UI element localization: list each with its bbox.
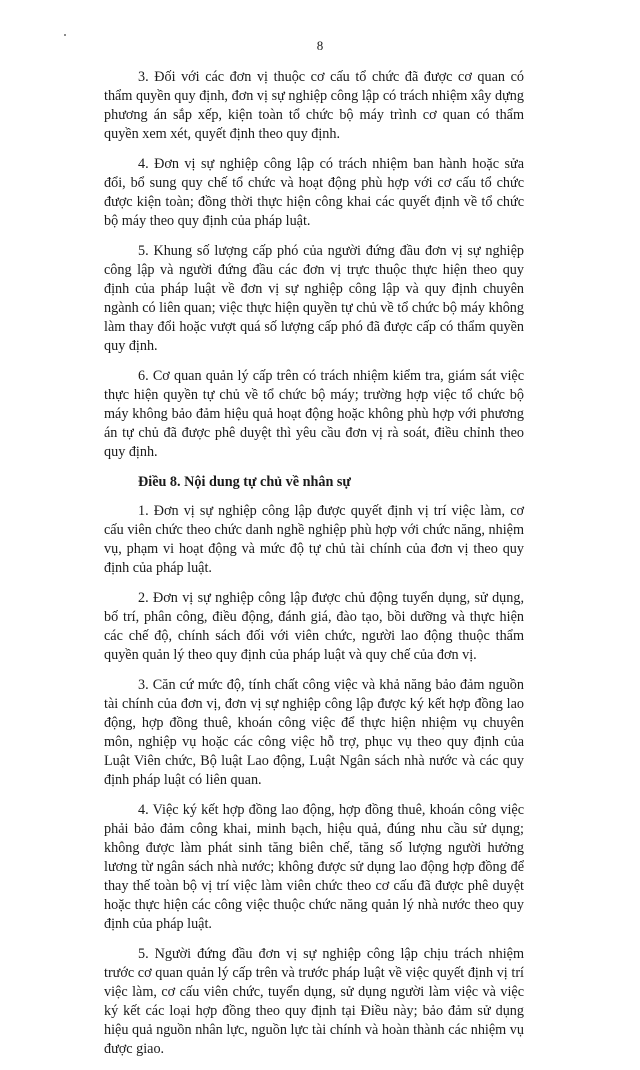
paragraph-article8-clause-2: 2. Đơn vị sự nghiệp công lập được chủ động tuyển dụng, sử dụng, bố trí, phân công, điều động, đánh giá, đào tạo, bồi dưỡng và thực hiện các chế độ, chính sách đối với viên chức, người lao động thuộc thẩm quyền quản lý theo quy định của pháp luật và quy chế của đơn vị. xyxy=(104,590,524,663)
paragraph-article8-clause-4: 4. Việc ký kết hợp đồng lao động, hợp đồng thuê, khoán công việc phải bảo đảm công khai, minh bạch, hiệu quả, đúng nhu cầu sử dụng; không được làm phát sinh tăng biên chế, tăng số lượng người hưởng lương từ ngân sách nhà nước; không được sử dụng lao động hợp đồng để thay thế toàn bộ vị trí việc làm viên chức theo cơ cấu đã được phê duyệt hoặc thực hiện các công việc thuộc chức năng quản lý nhà nước theo quy định của pháp luật. xyxy=(104,802,524,932)
page-number: 8 xyxy=(316,38,324,53)
paragraph-article8-clause-3: 3. Căn cứ mức độ, tính chất công việc và khả năng bảo đảm nguồn tài chính của đơn vị, đơn vị sự nghiệp công lập được ký kết hợp đồng lao động, hợp đồng thuê, khoán công việc để thực hiện nhiệm vụ chuyên môn, nghiệp vụ hoặc các công việc hỗ trợ, phục vụ theo quy định của Luật Viên chức, Bộ luật Lao động, Luật Ngân sách nhà nước và các quy định pháp luật có liên quan. xyxy=(104,677,524,788)
paragraph-article8-clause-5: 5. Người đứng đầu đơn vị sự nghiệp công lập chịu trách nhiệm trước cơ quan quản lý cấp trên và trước pháp luật về việc quyết định vị trí việc làm, cơ cấu viên chức, tuyển dụng, sử dụng người làm việc và việc ký kết các loại hợp đồng theo quy định tại Điều này; bảo đảm sử dụng hiệu quả nguồn nhân lực, nguồn lực tài chính và hoàn thành các nhiệm vụ được giao. xyxy=(104,946,524,1057)
document-body xyxy=(104,68,524,1070)
paragraph-clause-6: 6. Cơ quan quản lý cấp trên có trách nhiệm kiểm tra, giám sát việc thực hiện quyền tự chủ về tổ chức bộ máy; trường hợp việc tổ chức bộ máy không bảo đảm hiệu quả hoạt động hoặc không phù hợp với phương án tự chủ đã được phê duyệt thì yêu cầu đơn vị rà soát, điều chỉnh theo quy định. xyxy=(104,368,524,460)
paragraph-clause-3: 3. Đối với các đơn vị thuộc cơ cấu tổ chức đã được cơ quan có thẩm quyền quy định, đơn vị sự nghiệp công lập có trách nhiệm xây dựng phương án sắp xếp, kiện toàn tổ chức bộ máy trình cơ quan có thẩm quyền xem xét, quyết định theo quy định. xyxy=(104,69,524,142)
paragraph-clause-4: 4. Đơn vị sự nghiệp công lập có trách nhiệm ban hành hoặc sửa đổi, bổ sung quy chế tổ chức và hoạt động phù hợp với cơ cấu tổ chức được kiện toàn; đồng thời thực hiện công khai các quyết định về tổ chức bộ máy theo quy định của pháp luật. xyxy=(104,156,524,229)
paragraph-article8-clause-1: 1. Đơn vị sự nghiệp công lập được quyết định vị trí việc làm, cơ cấu viên chức theo chức danh nghề nghiệp phù hợp với chức năng, nhiệm vụ, phạm vi hoạt động và mức độ tự chủ tài chính của đơn vị theo quy định của pháp luật. xyxy=(104,503,524,576)
article-heading: Điều 8. Nội dung tự chủ về nhân sự xyxy=(138,474,351,490)
scan-speck xyxy=(64,34,66,36)
paragraph-clause-5: 5. Khung số lượng cấp phó của người đứng đầu đơn vị sự nghiệp công lập và người đứng đầu các đơn vị trực thuộc thực hiện theo quy định của pháp luật về đơn vị sự nghiệp công lập và quy định chuyên ngành có liên quan; việc thực hiện quyền tự chủ về tổ chức bộ máy không làm thay đổi hoặc vượt quá số lượng cấp phó đã được cấp có thẩm quyền quy định. xyxy=(104,243,524,354)
